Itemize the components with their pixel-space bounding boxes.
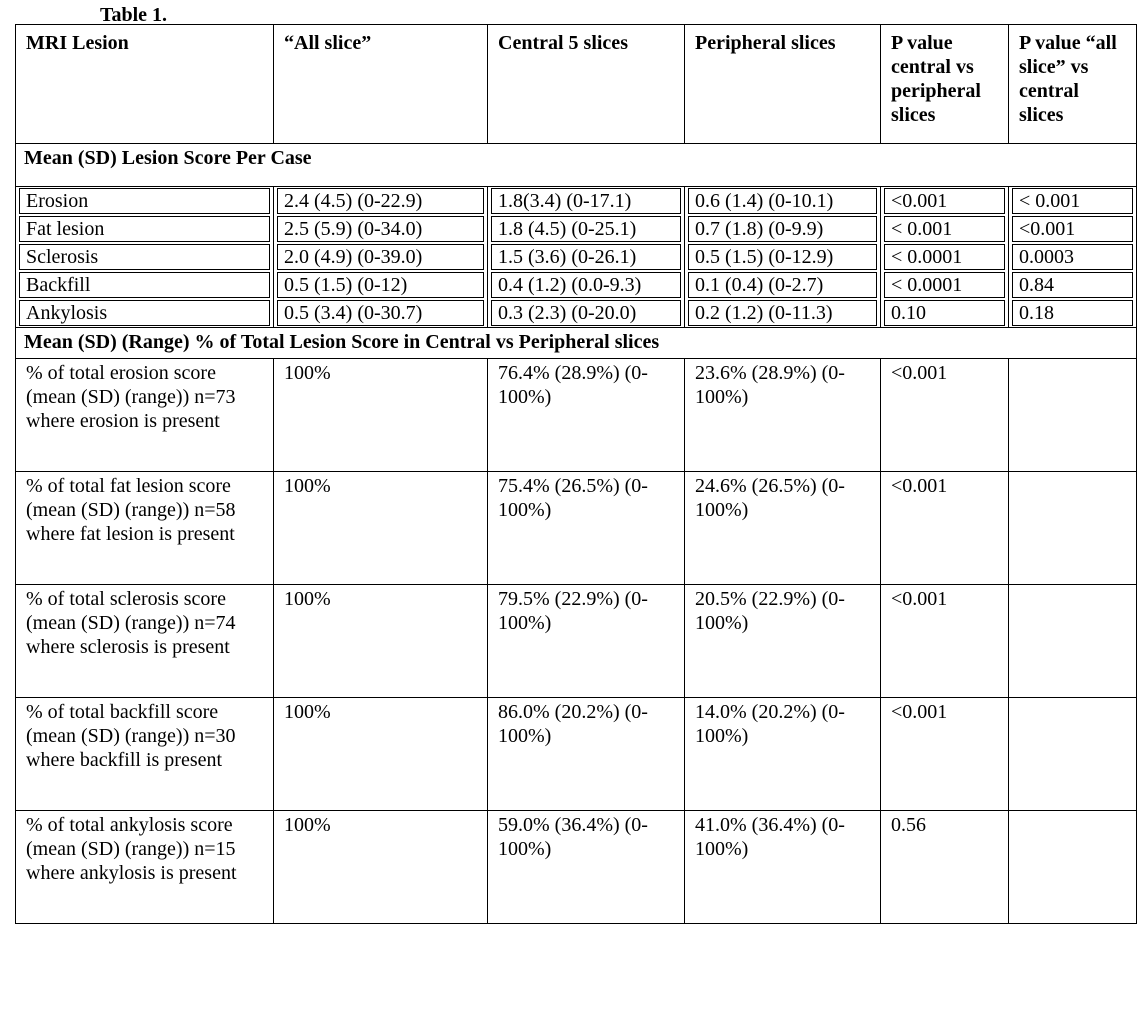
table-cell bbox=[1009, 243, 1137, 271]
table-cell bbox=[685, 243, 881, 271]
table-cell bbox=[1009, 299, 1137, 328]
table-cell: <0.001 bbox=[881, 698, 1009, 811]
section-heading: Mean (SD) Lesion Score Per Case bbox=[16, 144, 1137, 187]
section-heading: Mean (SD) (Range) % of Total Lesion Score in Central vs Peripheral slices bbox=[16, 328, 1137, 359]
table-cell bbox=[881, 187, 1009, 216]
cell-text: Sclerosis bbox=[19, 244, 270, 270]
cell-text: <0.001 bbox=[1012, 216, 1133, 242]
cell-text: 0.10 bbox=[884, 300, 1005, 326]
cell-text: 0.7 (1.8) (0-9.9) bbox=[688, 216, 877, 242]
cell-text: 2.5 (5.9) (0-34.0) bbox=[277, 216, 484, 242]
table-cell bbox=[881, 271, 1009, 299]
cell-text: 0.5 (1.5) (0-12) bbox=[277, 272, 484, 298]
table-cell bbox=[1009, 811, 1137, 924]
table-cell: 100% bbox=[274, 472, 488, 585]
table-cell: 41.0% (36.4%) (0-100%) bbox=[685, 811, 881, 924]
table-cell: 100% bbox=[274, 359, 488, 472]
table-cell: 59.0% (36.4%) (0-100%) bbox=[488, 811, 685, 924]
table-cell: <0.001 bbox=[881, 472, 1009, 585]
table-cell bbox=[685, 299, 881, 328]
table-cell bbox=[488, 215, 685, 243]
table-row bbox=[16, 299, 1137, 328]
table-cell bbox=[16, 243, 274, 271]
cell-text: 0.2 (1.2) (0-11.3) bbox=[688, 300, 877, 326]
table-row bbox=[16, 243, 1137, 271]
cell-text: 0.0003 bbox=[1012, 244, 1133, 270]
table-cell: % of total fat lesion score (mean (SD) (range)) n=58 where fat lesion is present bbox=[16, 472, 274, 585]
table-cell bbox=[16, 271, 274, 299]
header-cell: Central 5 slices bbox=[488, 25, 685, 144]
table-cell: 100% bbox=[274, 811, 488, 924]
table-cell: 76.4% (28.9%) (0-100%) bbox=[488, 359, 685, 472]
table-cell: 0.56 bbox=[881, 811, 1009, 924]
cell-text: 1.5 (3.6) (0-26.1) bbox=[491, 244, 681, 270]
table-cell bbox=[1009, 359, 1137, 472]
cell-text: 0.18 bbox=[1012, 300, 1133, 326]
table-cell: % of total sclerosis score (mean (SD) (range)) n=74 where sclerosis is present bbox=[16, 585, 274, 698]
table-title: Table 1. bbox=[100, 4, 168, 26]
table-cell bbox=[16, 299, 274, 328]
table-cell: 14.0% (20.2%) (0-100%) bbox=[685, 698, 881, 811]
table-cell bbox=[488, 271, 685, 299]
cell-text: 0.6 (1.4) (0-10.1) bbox=[688, 188, 877, 214]
table-row bbox=[16, 187, 1137, 216]
table-row bbox=[16, 585, 1137, 698]
table-cell: 24.6% (26.5%) (0-100%) bbox=[685, 472, 881, 585]
table-cell bbox=[685, 187, 881, 216]
table-row bbox=[16, 215, 1137, 243]
results-table bbox=[15, 24, 1137, 924]
cell-text: 1.8 (4.5) (0-25.1) bbox=[491, 216, 681, 242]
table-cell: 20.5% (22.9%) (0-100%) bbox=[685, 585, 881, 698]
table-cell bbox=[274, 271, 488, 299]
cell-text: 0.1 (0.4) (0-2.7) bbox=[688, 272, 877, 298]
cell-text: < 0.001 bbox=[1012, 188, 1133, 214]
table-cell: <0.001 bbox=[881, 359, 1009, 472]
table-cell bbox=[1009, 472, 1137, 585]
table-cell bbox=[274, 299, 488, 328]
table-cell: % of total erosion score (mean (SD) (range)) n=73 where erosion is present bbox=[16, 359, 274, 472]
table-cell: % of total backfill score (mean (SD) (range)) n=30 where backfill is present bbox=[16, 698, 274, 811]
cell-text: < 0.0001 bbox=[884, 244, 1005, 270]
cell-text: < 0.0001 bbox=[884, 272, 1005, 298]
header-cell: “All slice” bbox=[274, 25, 488, 144]
table-cell: 75.4% (26.5%) (0-100%) bbox=[488, 472, 685, 585]
table-cell bbox=[16, 187, 274, 216]
table-cell: % of total ankylosis score (mean (SD) (range)) n=15 where ankylosis is present bbox=[16, 811, 274, 924]
cell-text: Ankylosis bbox=[19, 300, 270, 326]
table-row bbox=[16, 698, 1137, 811]
table-cell bbox=[1009, 698, 1137, 811]
table-cell bbox=[1009, 215, 1137, 243]
table-cell bbox=[685, 215, 881, 243]
cell-text: 2.0 (4.9) (0-39.0) bbox=[277, 244, 484, 270]
table-cell bbox=[1009, 187, 1137, 216]
table-cell bbox=[274, 215, 488, 243]
table-cell bbox=[274, 187, 488, 216]
section-heading-row bbox=[16, 328, 1137, 359]
table-cell: 23.6% (28.9%) (0-100%) bbox=[685, 359, 881, 472]
table-cell: 79.5% (22.9%) (0-100%) bbox=[488, 585, 685, 698]
header-cell: Peripheral slices bbox=[685, 25, 881, 144]
table-cell bbox=[1009, 585, 1137, 698]
cell-text: 0.3 (2.3) (0-20.0) bbox=[491, 300, 681, 326]
cell-text: 1.8(3.4) (0-17.1) bbox=[491, 188, 681, 214]
table-row bbox=[16, 271, 1137, 299]
cell-text: 0.84 bbox=[1012, 272, 1133, 298]
table-row bbox=[16, 472, 1137, 585]
cell-text: Backfill bbox=[19, 272, 270, 298]
table-row bbox=[16, 811, 1137, 924]
cell-text: 2.4 (4.5) (0-22.9) bbox=[277, 188, 484, 214]
table-cell bbox=[881, 243, 1009, 271]
section-heading-row bbox=[16, 144, 1137, 187]
header-cell: P value central vs peripheral slices bbox=[881, 25, 1009, 144]
table-cell bbox=[274, 243, 488, 271]
table-cell bbox=[488, 243, 685, 271]
table-cell bbox=[685, 271, 881, 299]
cell-text: <0.001 bbox=[884, 188, 1005, 214]
table-cell: <0.001 bbox=[881, 585, 1009, 698]
table-cell bbox=[1009, 271, 1137, 299]
table-cell: 100% bbox=[274, 585, 488, 698]
cell-text: 0.5 (1.5) (0-12.9) bbox=[688, 244, 877, 270]
cell-text: Fat lesion bbox=[19, 216, 270, 242]
table-cell bbox=[881, 215, 1009, 243]
table-cell: 100% bbox=[274, 698, 488, 811]
table-cell bbox=[881, 299, 1009, 328]
cell-text: < 0.001 bbox=[884, 216, 1005, 242]
cell-text: 0.5 (3.4) (0-30.7) bbox=[277, 300, 484, 326]
table-cell bbox=[488, 187, 685, 216]
cell-text: 0.4 (1.2) (0.0-9.3) bbox=[491, 272, 681, 298]
header-cell: P value “all slice” vs central slices bbox=[1009, 25, 1137, 144]
table-cell bbox=[488, 299, 685, 328]
header-row bbox=[16, 25, 1137, 144]
header-cell: MRI Lesion bbox=[16, 25, 274, 144]
table-cell: 86.0% (20.2%) (0-100%) bbox=[488, 698, 685, 811]
table-cell bbox=[16, 215, 274, 243]
table-row bbox=[16, 359, 1137, 472]
cell-text: Erosion bbox=[19, 188, 270, 214]
